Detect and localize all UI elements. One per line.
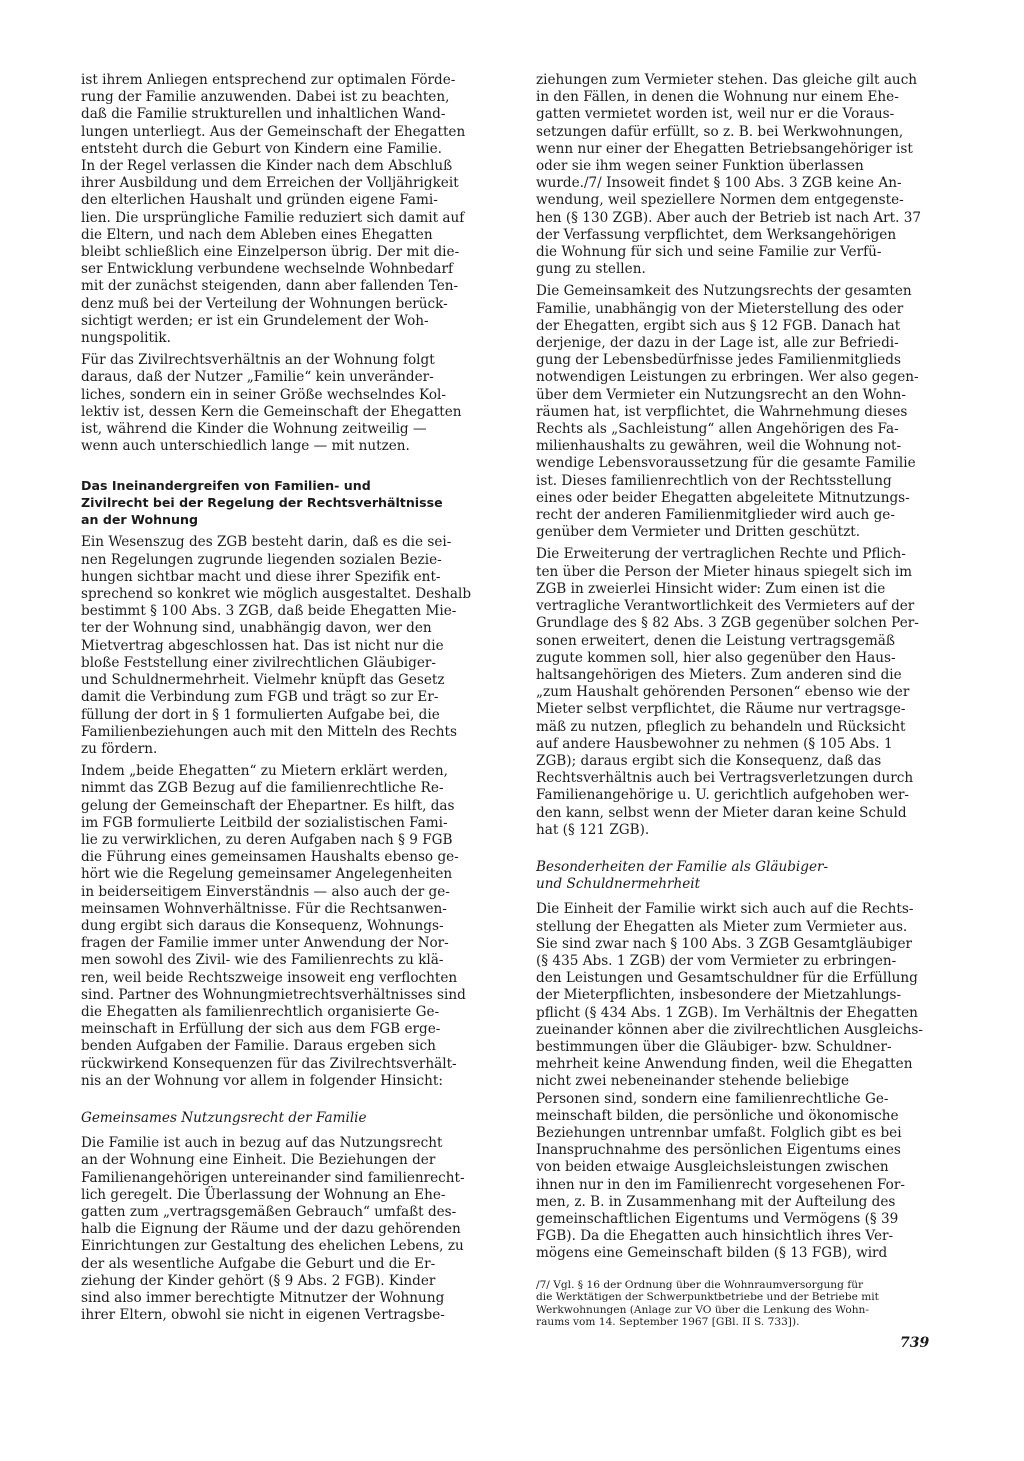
text-line: Sie sind zwar nach § 100 Abs. 3 ZGB Gesamtgläubiger <box>536 935 913 952</box>
text-line: den Leistungen und Gesamtschuldner für die Erfüllung <box>536 970 918 987</box>
text-line: „zum Haushalt gehörenden Personen“ ebenso wie der <box>536 684 910 701</box>
subsection-heading <box>536 859 938 893</box>
text-line: rung der Familie anzuwenden. Dabei ist zu beachten, <box>81 89 450 106</box>
text-line: gelung der Gemeinschaft der Ehepartner. Es hilft, das <box>81 797 455 814</box>
text-line: ter der Wohnung sind, unabhängig davon, wer den <box>81 620 432 637</box>
text-line: auf andere Hausbewohner zu nehmen (§ 105 Abs. 1 <box>536 735 893 752</box>
paragraph <box>536 901 938 1262</box>
text-line: der Ehegatten, ergibt sich aus § 12 FGB. Danach hat <box>536 317 901 334</box>
text-line: bloße Feststellung einer zivilrechtlichen Gläubiger- <box>81 654 436 671</box>
text-line: nen Regelungen zugrunde liegenden sozialen Bezie- <box>81 551 442 568</box>
text-line: setzungen dafür erfüllt, so z. B. bei Werkwohnungen, <box>536 123 904 140</box>
text-line: Familie, unabhängig von der Mieterstellung des oder <box>536 300 904 317</box>
text-line: gung zu stellen. <box>536 261 646 278</box>
text-line: (§ 435 Abs. 1 ZGB) der vom Vermieter zu erbringen- <box>536 952 897 969</box>
text-line: fragen der Familie immer unter Anwendung der Nor- <box>81 935 449 952</box>
text-line: der Mieterpflichten, insbesondere der Mietzahlungs- <box>536 987 902 1004</box>
text-line: sichtigt werden; er ist ein Grundelement der Woh- <box>81 312 429 329</box>
text-line: lien. Die ursprüngliche Familie reduziert sich damit auf <box>81 209 465 226</box>
text-line: und Schuldnermehrheit <box>536 876 701 893</box>
text-line: sonen erweitert, denen die Leistung vertragsgemäß <box>536 632 895 649</box>
right-column <box>536 72 938 1329</box>
text-line: die Wohnung für sich und seine Familie zur Verfü- <box>536 244 882 261</box>
text-line: damit die Verbindung zum FGB und trägt so zur Er- <box>81 689 439 706</box>
text-line: entsteht durch die Geburt von Kindern eine Familie. <box>81 140 442 157</box>
text-line: und Schuldnermehrheit. Vielmehr knüpft das Gesetz <box>81 672 445 689</box>
text-line: recht der anderen Familienmitglieder wird auch ge- <box>536 507 895 524</box>
text-line: rückwirkend Konsequenzen für das Zivilrechtsverhält- <box>81 1055 457 1072</box>
text-line: notwendigen Leistungen zu erbringen. Wer also gegen- <box>536 369 919 386</box>
text-line: Familienbeziehungen auch mit den Mitteln des Rechts <box>81 723 457 740</box>
text-line: men sowohl des Zivil- wie des Familienrechts zu klä- <box>81 952 444 969</box>
text-line: an der Wohnung eine Einheit. Die Beziehungen der <box>81 1152 436 1169</box>
text-line: den kann, selbst wenn der Mieter daran keine Schuld <box>536 804 907 821</box>
text-line: in den Fällen, in denen die Wohnung nur einem Ehe- <box>536 89 899 106</box>
text-line: meinschaft in Erfüllung der sich aus dem FGB erge- <box>81 1021 441 1038</box>
text-line: bestimmt § 100 Abs. 3 ZGB, daß beide Ehegatten Mie- <box>81 603 457 620</box>
text-line: hat (§ 121 ZGB). <box>536 821 650 838</box>
text-line: milienhaushalts zu gewähren, weil die Wohnung not- <box>536 438 902 455</box>
text-line: im FGB formulierte Leitbild der sozialistischen Fami- <box>81 814 448 831</box>
text-line: lich geregelt. Die Überlassung der Wohnung an Ehe- <box>81 1186 446 1203</box>
text-line: wendung, weil speziellere Normen dem entgegenste- <box>536 192 904 209</box>
paragraph <box>81 763 513 1090</box>
text-line: Inanspruchnahme des persönlichen Eigentums eines <box>536 1142 901 1159</box>
text-line: zu fördern. <box>81 740 158 757</box>
text-line: ihrer Eltern, obwohl sie nicht in eigenen Vertragsbe- <box>81 1307 445 1324</box>
text-line: nis an der Wohnung vor allem in folgender Hinsicht: <box>81 1072 443 1089</box>
text-line: ren, weil beide Rechtszweige insoweit eng verflochten <box>81 969 458 986</box>
text-line: Die Gemeinsamkeit des Nutzungsrechts der gesamten <box>536 283 912 300</box>
text-line: daß die Familie strukturellen und inhaltlichen Wand- <box>81 106 446 123</box>
text-line: Grundlage des § 82 Abs. 3 ZGB gegenüber solchen Per- <box>536 615 919 632</box>
text-line: zugute kommen soll, hier also gegenüber den Haus- <box>536 649 896 666</box>
page-number: 739 <box>900 1335 930 1351</box>
text-line: lektiv ist, dessen Kern die Gemeinschaft der Ehegatten <box>81 403 462 420</box>
text-line: Für das Zivilrechtsverhältnis an der Wohnung folgt <box>81 352 435 369</box>
text-line: der als wesentliche Aufgabe die Geburt und die Er- <box>81 1255 436 1272</box>
text-line: in beiderseitigem Einverständnis — also auch der ge- <box>81 883 450 900</box>
text-line: oder sie ihm wegen seiner Funktion überlassen <box>536 158 864 175</box>
text-line: Zivilrecht bei der Regelung der Rechtsverhältnisse <box>81 495 443 511</box>
text-line: derjenige, der dazu in der Lage ist, alle zur Befriedi- <box>536 335 899 352</box>
text-line: haltsangehörigen des Mieters. Zum anderen sind die <box>536 666 902 683</box>
text-line: Ein Wesenszug des ZGB besteht darin, daß es die sei- <box>81 534 452 551</box>
text-line: Das Ineinandergreifen von Familien- und <box>81 478 371 494</box>
text-line: gung der Lebensbedürfnisse jedes Familienmitglieds <box>536 352 901 369</box>
text-line: Beziehungen untrennbar umfaßt. Folglich gibt es bei <box>536 1124 902 1141</box>
subsection-heading <box>81 1110 513 1127</box>
text-line: mögens eine Gemeinschaft bilden (§ 13 FGB), wird <box>536 1245 888 1262</box>
text-line: Werkwohnungen (Anlage zur VO über die Lenkung des Wohn- <box>536 1303 869 1316</box>
text-line: raums vom 14. September 1967 [GBl. II S. 733]). <box>536 1316 800 1329</box>
text-line: mit der zunächst steigenden, dann aber fallenden Ten- <box>81 278 459 295</box>
text-line: mäß zu nutzen, pfleglich zu behandeln und Rücksicht <box>536 718 906 735</box>
text-line: dung ergibt sich daraus die Konsequenz, Wohnungs- <box>81 917 444 934</box>
text-line: Familienangehörigen untereinander sind familienrecht- <box>81 1169 465 1186</box>
footnote <box>536 1279 938 1329</box>
paragraph <box>536 546 938 838</box>
text-line: Mietvertrag abgeschlossen hat. Das ist nicht nur die <box>81 637 444 654</box>
paragraph <box>81 72 513 347</box>
text-line: sind. Partner des Wohnungmietrechtsverhältnisses sind <box>81 986 466 1003</box>
text-line: hört wie die Regelung gemeinsamer Angelegenheiten <box>81 866 453 883</box>
text-line: wendige Lebensvoraussetzung für die gesamte Familie <box>536 455 916 472</box>
text-line: von beiden etwaige Ausgleichsleistungen zwischen <box>536 1159 889 1176</box>
text-line: benden Aufgaben der Familie. Daraus ergeben sich <box>81 1038 436 1055</box>
text-line: vertragliche Verantwortlichkeit des Vermieters auf der <box>536 598 915 615</box>
text-line: ist. Dieses familienrechtlich von der Rechtsstellung <box>536 472 892 489</box>
text-line: halb die Eignung der Räume und der dazu gehörenden <box>81 1221 461 1238</box>
text-line: der Verfassung verpflichtet, dem Werksangehörigen <box>536 226 897 243</box>
text-line: nungspolitik. <box>81 330 171 347</box>
text-line: eines oder beider Ehegatten abgeleitete Mitnutzungs- <box>536 489 910 506</box>
text-line: lie zu verwirklichen, zu deren Aufgaben nach § 9 FGB <box>81 831 453 848</box>
text-line: ihrer Ausbildung und dem Erreichen der Volljährigkeit <box>81 175 459 192</box>
text-line: daraus, daß der Nutzer „Familie“ kein unveränder- <box>81 369 434 386</box>
text-line: zueinander können aber die zivilrechtlichen Ausgleichs- <box>536 1021 923 1038</box>
text-line: ziehungen zum Vermieter stehen. Das gleiche gilt auch <box>536 72 918 88</box>
text-line: denz muß bei der Verteilung der Wohnungen berück- <box>81 295 448 312</box>
text-line: gatten vermietet worden ist, weil nur er die Voraus- <box>536 106 895 123</box>
text-line: Die Familie ist auch in bezug auf das Nutzungsrecht <box>81 1135 443 1152</box>
text-line: Besonderheiten der Familie als Gläubiger- <box>536 858 829 875</box>
text-line: ziehung der Kinder gehört (§ 9 Abs. 2 FGB). Kinder <box>81 1272 436 1289</box>
text-line: nimmt das ZGB Bezug auf die familienrechtliche Re- <box>81 780 444 797</box>
paragraph <box>81 1135 513 1324</box>
text-line: räumen hat, ist verpflichtet, die Wahrnehmung dieses <box>536 403 908 420</box>
text-line: bleibt schließlich eine Einzelperson übrig. Der mit die- <box>81 244 460 261</box>
text-line: meinschaft bilden, die persönliche und ökonomische <box>536 1107 899 1124</box>
text-line: ist, während die Kinder die Wohnung zeitweilig — <box>81 421 427 438</box>
text-line: meinsamen Wohnverhältnisse. Für die Rechtsanwen- <box>81 900 447 917</box>
text-line: Die Einheit der Familie wirkt sich auch auf die Rechts- <box>536 901 914 918</box>
text-line: In der Regel verlassen die Kinder nach dem Abschluß <box>81 158 453 175</box>
text-line: den elterlichen Haushalt und gründen eigene Fami- <box>81 192 438 209</box>
text-line: sind also immer berechtigte Mitnutzer der Wohnung <box>81 1290 445 1306</box>
text-line: FGB). Da die Ehegatten auch hinsichtlich ihres Ver- <box>536 1228 894 1245</box>
text-line: /7/ Vgl. § 16 der Ordnung über die Wohnraumversorgung für <box>536 1278 864 1291</box>
text-line: ser Entwicklung verbundene wechselnde Wohnbedarf <box>81 261 454 278</box>
text-line: Personen sind, sondern eine familienrechtliche Ge- <box>536 1090 889 1107</box>
text-line: Einrichtungen zur Gestaltung des ehelichen Lebens, zu <box>81 1238 464 1255</box>
text-line: Die Erweiterung der vertraglichen Rechte und Pflich- <box>536 546 906 563</box>
left-column <box>81 72 513 1329</box>
text-line: Gemeinsames Nutzungsrecht der Familie <box>81 1109 367 1126</box>
text-line: wenn nur einer der Ehegatten Betriebsangehöriger ist <box>536 140 913 157</box>
text-line: ZGB in zweierlei Hinsicht wider: Zum einen ist die <box>536 580 886 597</box>
text-line: die Werktätigen der Schwerpunktbetriebe und der Betriebe mit <box>536 1291 879 1304</box>
text-line: gatten zum „vertragsgemäßen Gebrauch“ umfaßt des- <box>81 1203 457 1220</box>
text-line: Familienangehörige u. U. gerichtlich aufgehoben wer- <box>536 787 910 804</box>
text-line: lungen unterliegt. Aus der Gemeinschaft der Ehegatten <box>81 123 466 140</box>
text-line: Rechts als „Sachleistung“ allen Angehörigen des Fa- <box>536 421 899 438</box>
text-line: men, z. B. in Zusammenhang mit der Aufteilung des <box>536 1193 896 1210</box>
text-line: gemeinschaftlichen Eigentums und Vermögens (§ 39 <box>536 1211 899 1227</box>
text-line: sprechend so konkret wie möglich ausgestaltet. Deshalb <box>81 586 472 603</box>
text-line: mehrheit keine Anwendung finden, weil die Ehegatten <box>536 1056 913 1073</box>
section-heading <box>81 477 513 528</box>
text-line: pflicht (§ 434 Abs. 1 ZGB). Im Verhältnis der Ehegatten <box>536 1004 918 1021</box>
text-line: genüber dem Vermieter und Dritten geschützt. <box>536 524 861 541</box>
text-line: wurde./7/ Insoweit findet § 100 Abs. 3 ZGB keine An- <box>536 175 902 192</box>
paragraph <box>81 352 513 455</box>
text-line: Rechtsverhältnis auch bei Vertragsverletzungen durch <box>536 770 914 787</box>
text-line: hungen sichtbar macht und diese ihrer Spezifik ent- <box>81 568 441 585</box>
paragraph <box>536 283 938 541</box>
text-line: nicht zwei nebeneinander stehende beliebige <box>536 1073 850 1090</box>
text-line: Indem „beide Ehegatten“ zu Mietern erklärt werden, <box>81 763 448 780</box>
text-line: an der Wohnung <box>81 512 198 528</box>
text-line: die Führung eines gemeinsamen Haushalts ebenso ge- <box>81 849 459 866</box>
text-line: die Eltern, und nach dem Ableben eines Ehegatten <box>81 226 433 243</box>
text-line: hen (§ 130 ZGB). Aber auch der Betrieb ist nach Art. 37 <box>536 209 922 226</box>
paragraph <box>81 534 513 758</box>
text-line: stellung der Ehegatten als Mieter zum Vermieter aus. <box>536 918 908 935</box>
text-line: liches, sondern ein in seiner Größe wechselndes Kol- <box>81 386 446 403</box>
text-line: wenn auch unterschiedlich lange — mit nutzen. <box>81 438 410 455</box>
text-line: ten über die Person der Mieter hinaus spiegelt sich im <box>536 563 913 580</box>
text-line: füllung der dort in § 1 formulierten Aufgabe bei, die <box>81 706 440 723</box>
text-line: bestimmungen über die Gläubiger- bzw. Schuldner- <box>536 1038 892 1055</box>
text-line: ZGB); daraus ergibt sich die Konsequenz, daß das <box>536 752 882 769</box>
text-line: über dem Vermieter ein Nutzungsrecht an den Wohn- <box>536 386 906 403</box>
text-line: Mieter selbst verpflichtet, die Räume nur vertragsge- <box>536 701 906 718</box>
text-line: ist ihrem Anliegen entsprechend zur optimalen Förde- <box>81 72 456 88</box>
text-line: die Ehegatten als familienrechtlich organisierte Ge- <box>81 1003 440 1020</box>
paragraph <box>536 72 938 278</box>
text-line: ihnen nur in den im Familienrecht vorgesehenen For- <box>536 1176 905 1193</box>
